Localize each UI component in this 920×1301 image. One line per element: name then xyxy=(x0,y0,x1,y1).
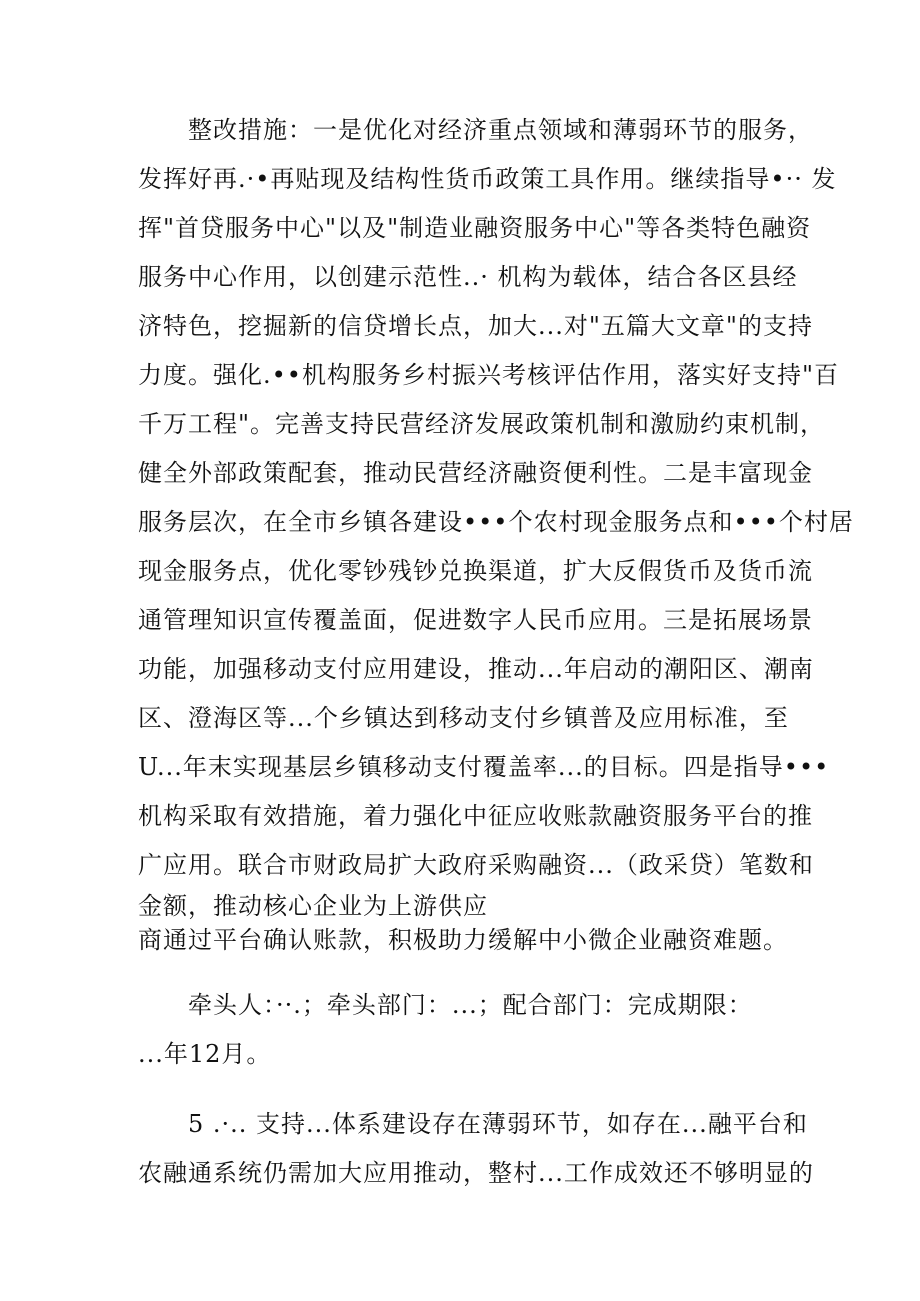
paragraph-line: 通管理知识宣传覆盖面，促进数字人民币应用。三是拓展场景 xyxy=(138,606,813,634)
paragraph-line: 牵头人：··.；牵头部门：...；配合部门：完成期限： xyxy=(188,991,753,1019)
paragraph-line: 服务层次，在全市乡镇各建设•••个农村现金服务点和•••个村居 xyxy=(138,508,854,536)
paragraph-line: U...年末实现基层乡镇移动支付覆盖率...的目标。四是指导••• xyxy=(138,753,830,781)
paragraph-line: 5 .·.. 支持...体系建设存在薄弱环节，如存在...融平台和 xyxy=(188,1110,808,1138)
paragraph-line: ...年12月。 xyxy=(138,1040,272,1068)
paragraph-line: 济特色，挖掘新的信贷增长点，加大...对"五篇大文章"的支持 xyxy=(138,312,813,340)
paragraph-line: 金额，推动核心企业为上游供应 xyxy=(138,892,488,920)
paragraph-line: 农融通系统仍需加大应用推动，整村...工作成效还不够明显的 xyxy=(138,1159,814,1187)
paragraph-line: 健全外部政策配套，推动民营经济融资便利性。二是丰富现金 xyxy=(138,459,813,487)
paragraph-line: 整改措施：一是优化对经济重点领域和薄弱环节的服务， xyxy=(188,116,813,144)
paragraph-line: 力度。强化.••机构服务乡村振兴考核评估作用，落实好支持"百 xyxy=(138,361,839,389)
paragraph-line: 千万工程"。完善支持民营经济发展政策机制和激励约束机制， xyxy=(138,410,826,438)
paragraph-line: 广应用。联合市财政局扩大政府采购融资...（政采贷）笔数和 xyxy=(138,851,814,879)
paragraph-line: 服务中心作用，以创建示范性..· 机构为载体，结合各区县经 xyxy=(138,263,798,291)
paragraph-line: 商通过平台确认账款，积极助力缓解中小微企业融资难题。 xyxy=(138,926,788,954)
paragraph-line: 挥"首贷服务中心"以及"制造业融资服务中心"等各类特色融资 xyxy=(138,214,812,242)
paragraph-line: 发挥好再.·•再贴现及结构性货币政策工具作用。继续指导•·· 发 xyxy=(138,165,837,193)
paragraph-line: 机构采取有效措施，着力强化中征应收账款融资服务平台的推 xyxy=(138,802,813,830)
paragraph-line: 现金服务点，优化零钞残钞兑换渠道，扩大反假货币及货币流 xyxy=(138,557,813,585)
paragraph-line: 功能，加强移动支付应用建设，推动...年启动的潮阳区、潮南 xyxy=(138,655,814,683)
paragraph-line: 区、澄海区等...个乡镇达到移动支付乡镇普及应用标准，至 xyxy=(138,704,789,732)
